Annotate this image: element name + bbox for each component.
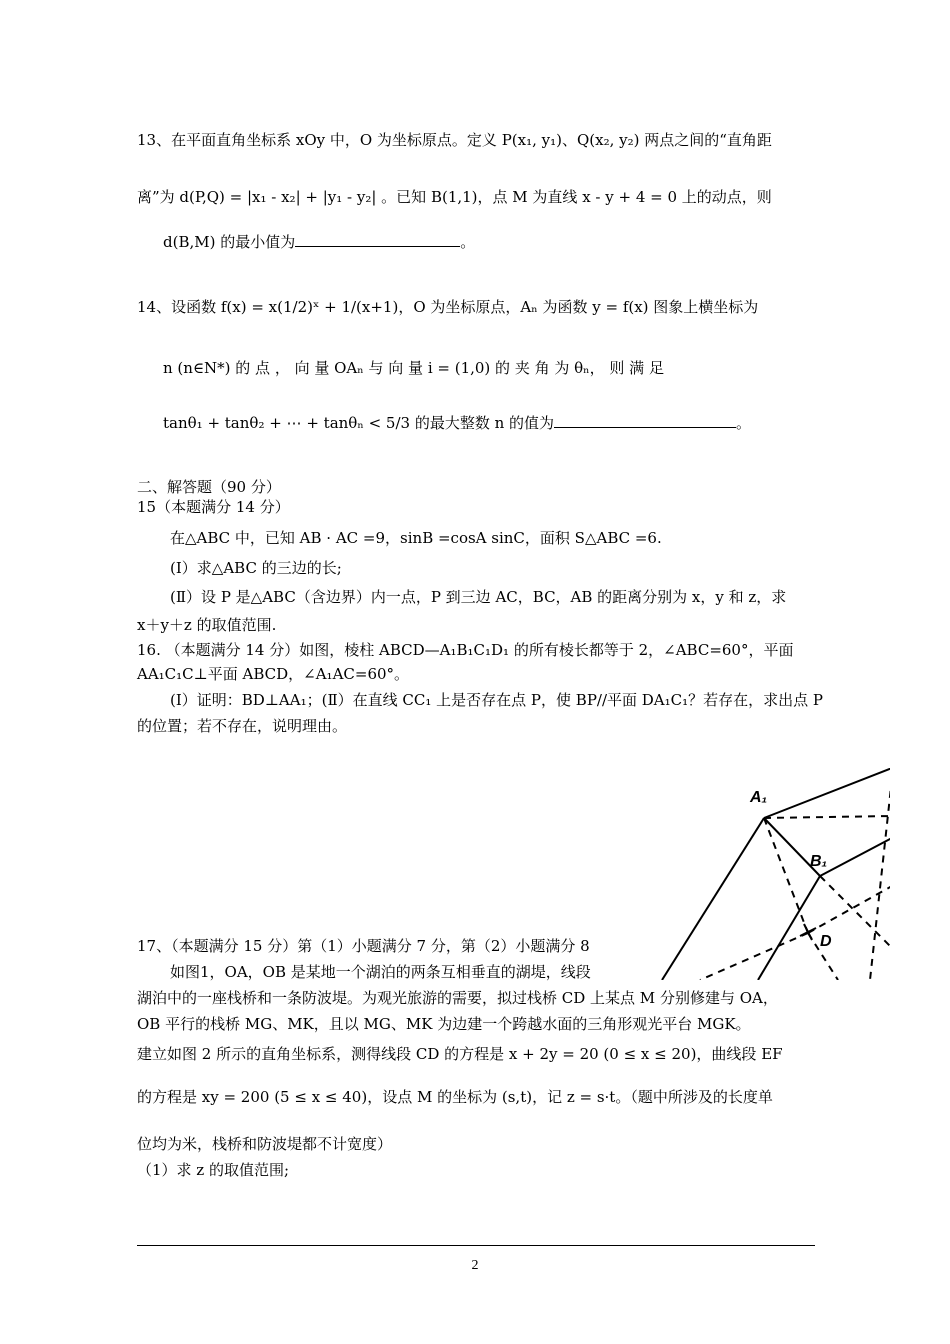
prism-figure bbox=[660, 768, 890, 980]
q17-line5: 建立如图 2 所示的直角坐标系，测得线段 CD 的方程是 x + 2y = 20 (0 ≤ x ≤ 20)，曲线段 EF bbox=[137, 1045, 783, 1063]
label-a1: A₁ bbox=[750, 789, 768, 806]
q13-answer-blank bbox=[295, 232, 460, 247]
q16-line3: (Ⅰ）证明：BD⊥AA₁；(Ⅱ）在直线 CC₁ 上是否存在点 P，使 BP//平面 DA₁C₁？若存在，求出点 P bbox=[170, 691, 824, 709]
q14-line2: n (n∈N*) 的 点 ， 向 量 OAₙ 与 向 量 i = (1,0) 的 夹 角 为 θₙ， 则 满 足 bbox=[163, 359, 664, 377]
q16-line4: 的位置；若不存在，说明理由。 bbox=[137, 717, 348, 735]
q14-answer-blank bbox=[554, 413, 736, 428]
q16-line1: 16. （本题满分 14 分）如图，棱柱 ABCD—A₁B₁C₁D₁ 的所有棱长都等于 2，∠ABC=60°，平面 bbox=[137, 641, 794, 659]
q14-line1: 14、设函数 f(x) = x(1/2)ˣ + 1/(x+1)，O 为坐标原点，Aₙ 为函数 y = f(x) 图象上横坐标为 bbox=[137, 298, 759, 316]
page-number: 2 bbox=[471, 1258, 479, 1273]
q13-line1: 13、在平面直角坐标系 xOy 中，O 为坐标原点。定义 P(x₁, y₁)、Q(x₂, y₂) 两点之间的“直角距 bbox=[137, 131, 772, 149]
section2-title: 二、解答题（90 分） bbox=[137, 478, 281, 496]
q17-line8: （1）求 z 的取值范围; bbox=[137, 1161, 290, 1179]
q15-given: 在△ABC 中，已知 AB · AC =9，sinB =cosA sinC，面积 S△ABC =6. bbox=[170, 529, 662, 547]
q17-line7: 位均为米，栈桥和防波堤都不计宽度） bbox=[137, 1135, 393, 1153]
q15-part1: (Ⅰ）求△ABC 的三边的长; bbox=[170, 559, 342, 577]
q15-title: 15（本题满分 14 分） bbox=[137, 498, 290, 516]
q16-line2: AA₁C₁C⊥平面 ABCD，∠A₁AC=60°。 bbox=[137, 665, 410, 683]
q13-line3-suffix: 。 bbox=[460, 233, 476, 251]
q14-line3 bbox=[163, 413, 751, 433]
q17-line2: 如图1，OA，OB 是某地一个湖泊的两条互相垂直的湖堤，线段 bbox=[170, 963, 591, 981]
q17-line6: 的方程是 xy = 200 (5 ≤ x ≤ 40)，设点 M 的坐标为 (s,t)，记 z = s·t。（题中所涉及的长度单 bbox=[137, 1088, 773, 1106]
q17-line4: OB 平行的栈桥 MG、MK，且以 MG、MK 为边建一个跨越水面的三角形观光平台 MGK。 bbox=[137, 1015, 751, 1033]
q17-line1: 17、（本题满分 15 分）第（1）小题满分 7 分，第（2）小题满分 8 bbox=[137, 937, 590, 955]
footer-rule bbox=[137, 1245, 815, 1246]
q15-part2b: x＋y＋z 的取值范围. bbox=[137, 616, 277, 634]
q15-part2a: (Ⅱ）设 P 是△ABC（含边界）内一点，P 到三边 AC，BC，AB 的距离分别为 x，y 和 z，求 bbox=[170, 588, 787, 606]
q17-line3: 湖泊中的一座栈桥和一条防波堤。为观光旅游的需要，拟过栈桥 CD 上某点 M 分别修建与 OA， bbox=[137, 989, 778, 1007]
label-d: D bbox=[820, 933, 832, 950]
q13-line3 bbox=[163, 232, 475, 252]
q13-line2: 离”为 d(P,Q) = |x₁ - x₂| + |y₁ - y₂| 。已知 B(1,1)，点 M 为直线 x - y + 4 = 0 上的动点，则 bbox=[137, 188, 772, 206]
q14-line3-suffix: 。 bbox=[736, 414, 752, 432]
q14-line3-prefix: tanθ₁ + tanθ₂ + ⋯ + tanθₙ < 5/3 的最大整数 n 的值为 bbox=[163, 414, 555, 432]
label-b1: B₁ bbox=[810, 853, 828, 870]
q13-line3-prefix: d(B,M) 的最小值为 bbox=[163, 233, 296, 251]
